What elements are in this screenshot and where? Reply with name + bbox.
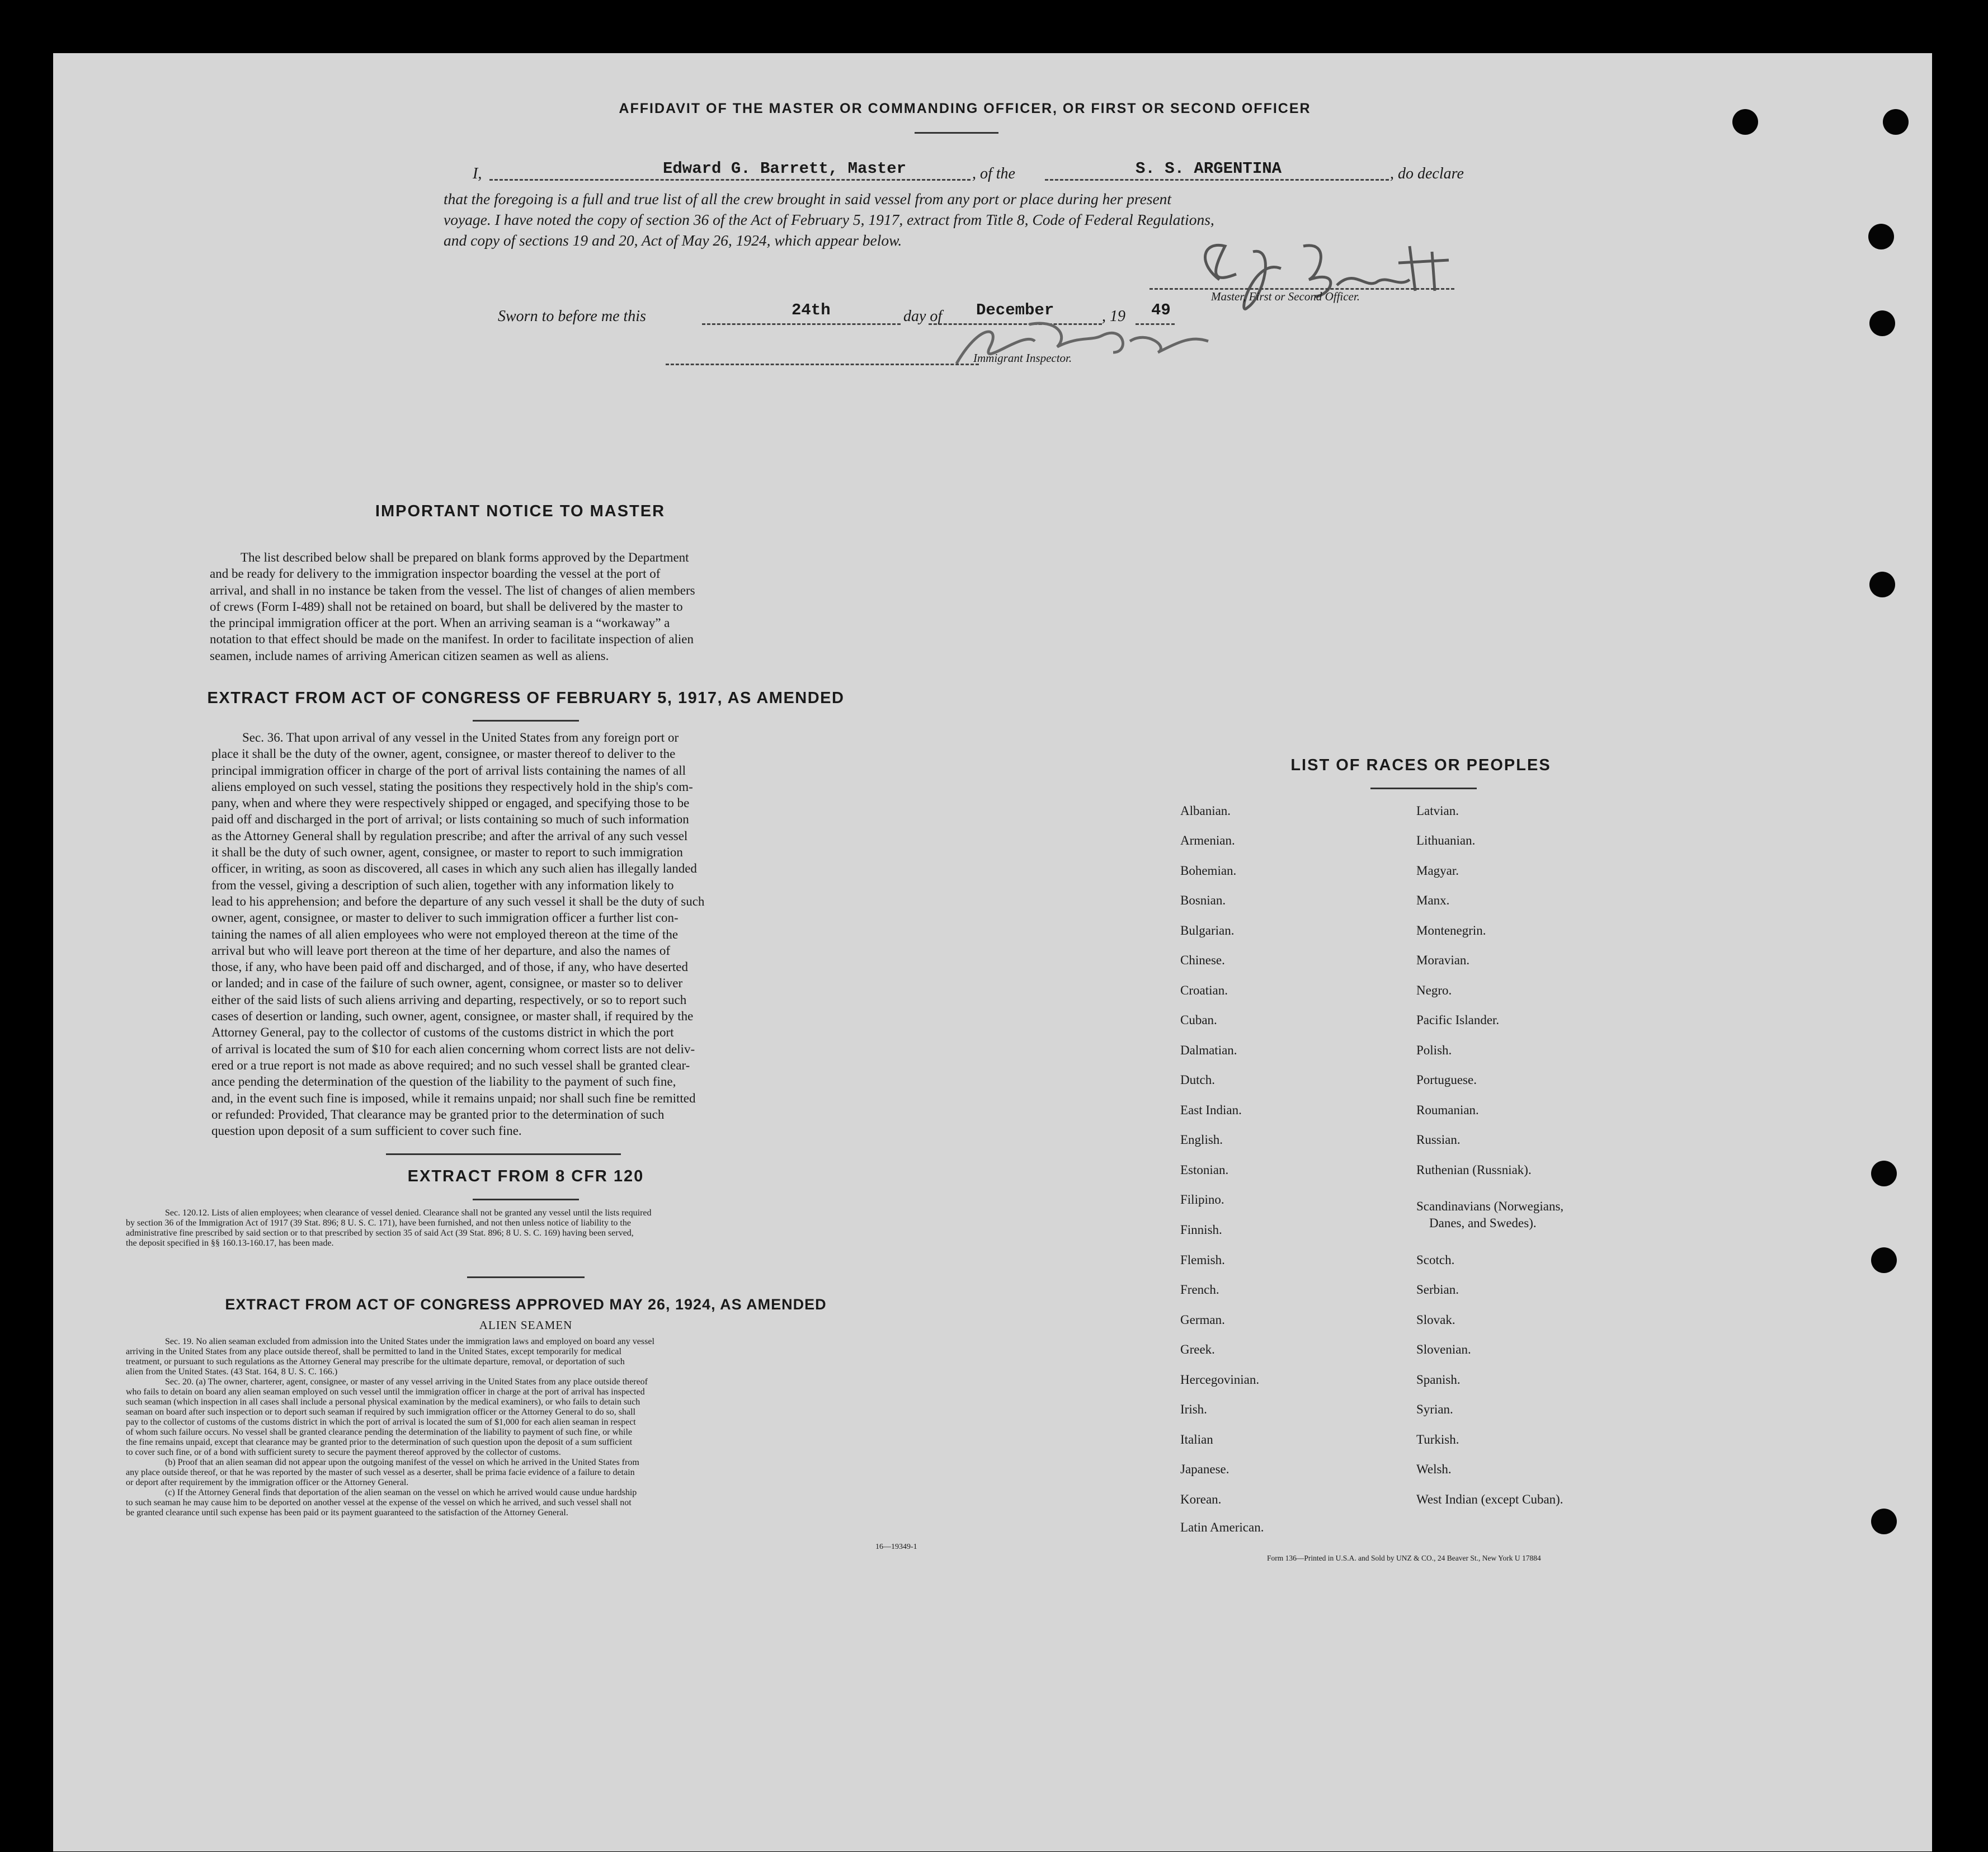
race-item: Scandinavians (Norwegians, [1416, 1199, 1564, 1213]
sec36-line: lead to his apprehension; and before the departure of any such vessel it shall be the duty of such [211, 894, 705, 908]
sec36-line: owner, agent, consignee, or master to deliver to such immigration officer a further list con- [211, 911, 679, 925]
cfr-top-rule [386, 1153, 621, 1155]
race-item: Turkish. [1416, 1432, 1459, 1446]
notice-line: of crews (Form I-489) shall not be retained on board, but shall be delivered by the master to [210, 599, 683, 614]
notice-line: notation to that effect should be made on the manifest. In order to facilitate inspection of alien [210, 632, 694, 647]
extract-1917-rule [473, 720, 579, 722]
sec36-line: it shall be the duty of such owner, agent, consignee, or master to report to such immigration [211, 845, 683, 860]
day-value: 24th [792, 301, 831, 319]
race-item: Montenegrin. [1416, 923, 1486, 937]
inspector-signature-line [666, 364, 979, 365]
day-line [702, 323, 901, 325]
year-value: 49 [1151, 301, 1171, 319]
race-item: German. [1180, 1313, 1225, 1327]
sworn-label: Sworn to before me this [498, 308, 646, 325]
race-item: Manx. [1416, 893, 1450, 907]
sec19-20-line: (b) Proof that an alien seaman did not appear upon the outgoing manifest of the vessel on which he arrived in the United States from [165, 1458, 639, 1467]
race-item: Ruthenian (Russniak). [1416, 1163, 1532, 1177]
extract-cfr-title: EXTRACT FROM 8 CFR 120 [407, 1167, 644, 1185]
race-item: Armenian. [1180, 833, 1235, 847]
notice-line: The list described below shall be prepared on blank forms approved by the Department [241, 550, 689, 564]
race-item: Filipino. [1180, 1193, 1224, 1207]
vessel-line [1045, 179, 1389, 181]
sec19-20-line: pay to the collector of customs of the customs district in which the port of arrival is located the sum of $1,000 for each alien seaman in respect [126, 1417, 636, 1427]
master-name-value: Edward G. Barrett, Master [663, 159, 907, 178]
sec19-20-line: such seaman (which inspection in all cases shall include a personal physical examination by the medical examiners), or who fails to detain such [126, 1397, 640, 1407]
race-item: English. [1180, 1133, 1223, 1147]
sec19-20-line: any place outside thereof, or that he was reported by the master of such vessel as a deserter, shall be prima facie evidence of a failure to detain [126, 1468, 635, 1477]
form-printer-note: Form 136—Printed in U.S.A. and Sold by UNZ & CO., 24 Beaver St., New York U 17884 [1267, 1554, 1541, 1562]
day-of-label: day of [903, 308, 943, 325]
punch-hole [1871, 1161, 1897, 1186]
sec36-line: those, if any, who have been paid off and discharged, and of those, if any, who have deserted [211, 960, 689, 974]
punch-hole [1871, 1509, 1897, 1534]
sec19-20-line: be granted clearance until such expense has been paid or its payment guaranteed to the satisfaction of the Attorney General. [126, 1508, 568, 1518]
race-item: Japanese. [1180, 1462, 1229, 1476]
race-item: Slovenian. [1416, 1342, 1471, 1356]
do-declare-label: , do declare [1390, 165, 1464, 182]
sec19-20-line: who fails to detain on board any alien seaman employed on such vessel until the immigration officer in charge at the port of arrival has inspected [126, 1387, 645, 1397]
sec19-20-line: seaman on board after such inspection or to deport such seaman if required by such immigration officer or the Attorney General to do so, shall [126, 1407, 635, 1417]
notice-line: seamen, include names of arriving American citizen seamen as well as aliens. [210, 648, 609, 663]
punch-hole [1869, 310, 1895, 336]
race-item: East Indian. [1180, 1103, 1242, 1117]
race-item: Bulgarian. [1180, 923, 1235, 937]
race-item: Irish. [1180, 1402, 1207, 1416]
extract-1917-title: EXTRACT FROM ACT OF CONGRESS OF FEBRUARY 5, 1917, AS AMENDED [207, 689, 845, 707]
sec36-line: ance pending the determination of the question of the liability to the payment of such fine, [211, 1075, 676, 1089]
race-item: Lithuanian. [1416, 833, 1476, 847]
race-item: Latvian. [1416, 804, 1459, 818]
race-item: Portuguese. [1416, 1073, 1477, 1087]
affidavit-i: I, [473, 165, 482, 182]
year-prefix: , 19 [1102, 308, 1125, 325]
races-rule [1370, 788, 1477, 789]
sec36-line: Sec. 36. That upon arrival of any vessel in the United States from any foreign port or [242, 731, 679, 744]
affidavit-line-3: voyage. I have noted the copy of section 36 of the Act of February 5, 1917, extract from Title 8, Code of Federal Regulations, [444, 211, 1214, 228]
master-name-line [489, 179, 971, 181]
race-item: Flemish. [1180, 1253, 1225, 1267]
race-item: Negro. [1416, 983, 1452, 997]
cfr-line: Sec. 120.12. Lists of alien employees; when clearance of vessel denied. Clearance shall not be granted any vessel until the lists required [165, 1208, 652, 1218]
race-item: Pacific Islander. [1416, 1013, 1500, 1027]
cfr-line: administrative fine prescribed by said section or to that prescribed by section 35 of said Act (39 Stat. 896; 8 U. S. C. 169) having been served, [126, 1228, 634, 1238]
sec19-20-line: to cover such fine, or of a bond with sufficient surety to secure the payment thereof approved by the collector of customs. [126, 1448, 561, 1457]
sec19-20-line: Sec. 20. (a) The owner, charterer, agent, consignee, or master of any vessel arriving in the United States from any place outside thereof [165, 1377, 648, 1387]
sec36-line: from the vessel, giving a description of such alien, together with any information likely to [211, 878, 674, 892]
race-item: Bohemian. [1180, 864, 1237, 878]
race-item: Hercegovinian. [1180, 1373, 1260, 1387]
sec36-line: place it shall be the duty of the owner, agent, consignee, or master thereof to deliver to the [211, 747, 676, 761]
affidavit-line-4: and copy of sections 19 and 20, Act of May 26, 1924, which appear below. [444, 232, 902, 249]
cfr-line: by section 36 of the Immigration Act of 1917 (39 Stat. 896; 8 U. S. C. 171), have been furnished, and not then unless notice of liability to the [126, 1218, 631, 1228]
sec19-20-line: to such seaman he may cause him to be deported on another vessel at the expense of the vessel on which he arrived, and such vessel shall not [126, 1498, 632, 1507]
month-value: December [976, 301, 1054, 319]
sec19-20-line: (c) If the Attorney General finds that deportation of the alien seaman on the vessel on which he arrived would cause undue hardship [165, 1488, 637, 1497]
form-code: 16—19349-1 [875, 1543, 917, 1551]
affidavit-title: AFFIDAVIT OF THE MASTER OR COMMANDING OFFICER, OR FIRST OR SECOND OFFICER [619, 101, 1311, 116]
race-item: Greek. [1180, 1342, 1215, 1356]
title-rule [915, 132, 998, 134]
race-item: Italian [1180, 1432, 1213, 1446]
sec36-line: cases of desertion or landing, such owner, agent, consignee, or master shall, if required by the [211, 1009, 694, 1024]
sec19-20-line: Sec. 19. No alien seaman excluded from admission into the United States under the immigration laws and employed on board any vessel [165, 1337, 654, 1346]
punch-hole [1883, 109, 1909, 135]
punch-hole [1869, 572, 1895, 597]
race-item: Dutch. [1180, 1073, 1215, 1087]
race-item: West Indian (except Cuban). [1416, 1492, 1563, 1506]
notice-body [210, 549, 836, 664]
race-item: Finnish. [1180, 1223, 1222, 1237]
sec36-line: or landed; and in case of the failure of such owner, agent, consignee, or master so to deliver [211, 976, 683, 991]
extract-1924-subtitle: ALIEN SEAMEN [479, 1318, 573, 1332]
race-item: Bosnian. [1180, 893, 1226, 907]
sec19-20-line: treatment, or pursuant to such regulations as the Attorney General may prescribe for the ultimate departure, removal, or deportation of such [126, 1357, 625, 1366]
race-item: Danes, and Swedes). [1429, 1216, 1537, 1230]
sec36-line: ered or a true report is not made as above required; and no such vessel shall be granted clear- [211, 1058, 690, 1072]
notice-line: and be ready for delivery to the immigration inspector boarding the vessel at the port of [210, 567, 661, 581]
extract-1924-body [126, 1337, 926, 1518]
sec36-line: paid off and discharged in the port of arrival; or lists containing so much of such information [211, 812, 689, 827]
sec36-line: taining the names of all alien employees who were not employed thereon at the time of the [211, 927, 679, 941]
sec36-line: or refunded: Provided, That clearance may be granted prior to the determination of such [211, 1107, 665, 1121]
sec19-20-line: or deport after requirement by the immigration officer or the Attorney General. [126, 1478, 409, 1487]
punch-hole [1868, 224, 1894, 249]
race-item: Russian. [1416, 1133, 1461, 1147]
race-item: Croatian. [1180, 983, 1228, 997]
punch-hole [1871, 1247, 1897, 1273]
race-item: Moravian. [1416, 953, 1470, 967]
punch-hole [1732, 109, 1758, 135]
sec36-line: pany, when and where they were respectively shipped or engaged, and specifying those to be [211, 796, 690, 810]
extract-1924-title: EXTRACT FROM ACT OF CONGRESS APPROVED MAY 26, 1924, AS AMENDED [225, 1296, 827, 1313]
inspector-caption: Immigrant Inspector. [973, 351, 1072, 365]
sec36-line: aliens employed on such vessel, stating the positions they respectively hold in the ship's com- [211, 779, 693, 794]
notice-line: the principal immigration officer at the port. When an arriving seaman is a “workaway” a [210, 616, 670, 630]
race-item: Estonian. [1180, 1163, 1229, 1177]
inspector-signature [945, 313, 1225, 375]
race-item: Polish. [1416, 1043, 1452, 1057]
master-signature [1186, 235, 1466, 324]
sec19-20-line: the fine remains unpaid, except that clearance may be granted prior to the determination of such question upon the deposit of a sum sufficient [126, 1438, 633, 1447]
cfr-line: the deposit specified in §§ 160.13-160.17, has been made. [126, 1238, 334, 1248]
sec36-line: arrival but who will leave port thereon at the time of her departure, and also the names of [211, 943, 671, 958]
affidavit-line-2: that the foregoing is a full and true list of all the crew brought in said vessel from any port or place during her present [444, 190, 1172, 208]
extract-cfr-body [126, 1208, 926, 1248]
sec36-line: Attorney General, pay to the collector of customs of the customs district in which the port [211, 1025, 674, 1040]
notice-line: arrival, and shall in no instance be taken from the vessel. The list of changes of alien members [210, 583, 695, 597]
sec19-20-line: arriving in the United States from any place outside thereof, shall be permitted to land in the United States, except temporarily for medical [126, 1347, 621, 1356]
scanner-edge [1932, 0, 1988, 1852]
race-item: French. [1180, 1283, 1219, 1297]
race-item: Dalmatian. [1180, 1043, 1237, 1057]
races-title: LIST OF RACES OR PEOPLES [1290, 756, 1551, 774]
race-item: Cuban. [1180, 1013, 1217, 1027]
sec36-line: of arrival is located the sum of $10 for each alien concerning whom correct lists are not deliv- [211, 1042, 695, 1056]
of-the-label: , of the [972, 165, 1015, 182]
cfr-bottom-rule [473, 1199, 579, 1200]
sec36-line: as the Attorney General shall by regulation prescribe; and after the arrival of any such vessel [211, 828, 688, 843]
race-item: Roumanian. [1416, 1103, 1479, 1117]
sec19-20-line: of whom such failure occurs. No vessel shall be granted clearance pending the determination of the liability to payment of such fine, or while [126, 1427, 633, 1437]
race-item: Scotch. [1416, 1253, 1455, 1267]
1924-top-rule [467, 1276, 585, 1278]
race-item: Korean. [1180, 1492, 1222, 1506]
race-item: Albanian. [1180, 804, 1231, 818]
race-item: Chinese. [1180, 953, 1225, 967]
race-item: Slovak. [1416, 1313, 1455, 1327]
race-item: Magyar. [1416, 864, 1459, 878]
sec36-line: principal immigration officer in charge of the port of arrival lists containing the names of all [211, 763, 686, 777]
sec36-line: either of the said lists of such aliens arriving and departing, respectively, or so to report such [211, 992, 687, 1007]
sec36-line: question upon deposit of a sum sufficient to cover such fine. [211, 1124, 522, 1138]
race-item: Spanish. [1416, 1373, 1461, 1387]
extract-1917-body [211, 729, 837, 1139]
sec36-line: and, in the event such fine is imposed, while it remains unpaid; nor shall such fine be remitted [211, 1091, 696, 1105]
race-item: Welsh. [1416, 1462, 1452, 1476]
sec36-line: officer, in writing, as soon as discovered, all cases in which any such alien has illegally landed [211, 861, 697, 876]
race-item: Latin American. [1180, 1520, 1264, 1534]
sec19-20-line: alien from the United States. (43 Stat. 164, 8 U. S. C. 166.) [126, 1367, 338, 1377]
race-item: Syrian. [1416, 1402, 1453, 1416]
notice-title: IMPORTANT NOTICE TO MASTER [375, 502, 666, 520]
master-caption: Master, First or Second Officer. [1211, 290, 1360, 303]
vessel-value: S. S. ARGENTINA [1136, 159, 1282, 178]
race-item: Serbian. [1416, 1283, 1459, 1297]
